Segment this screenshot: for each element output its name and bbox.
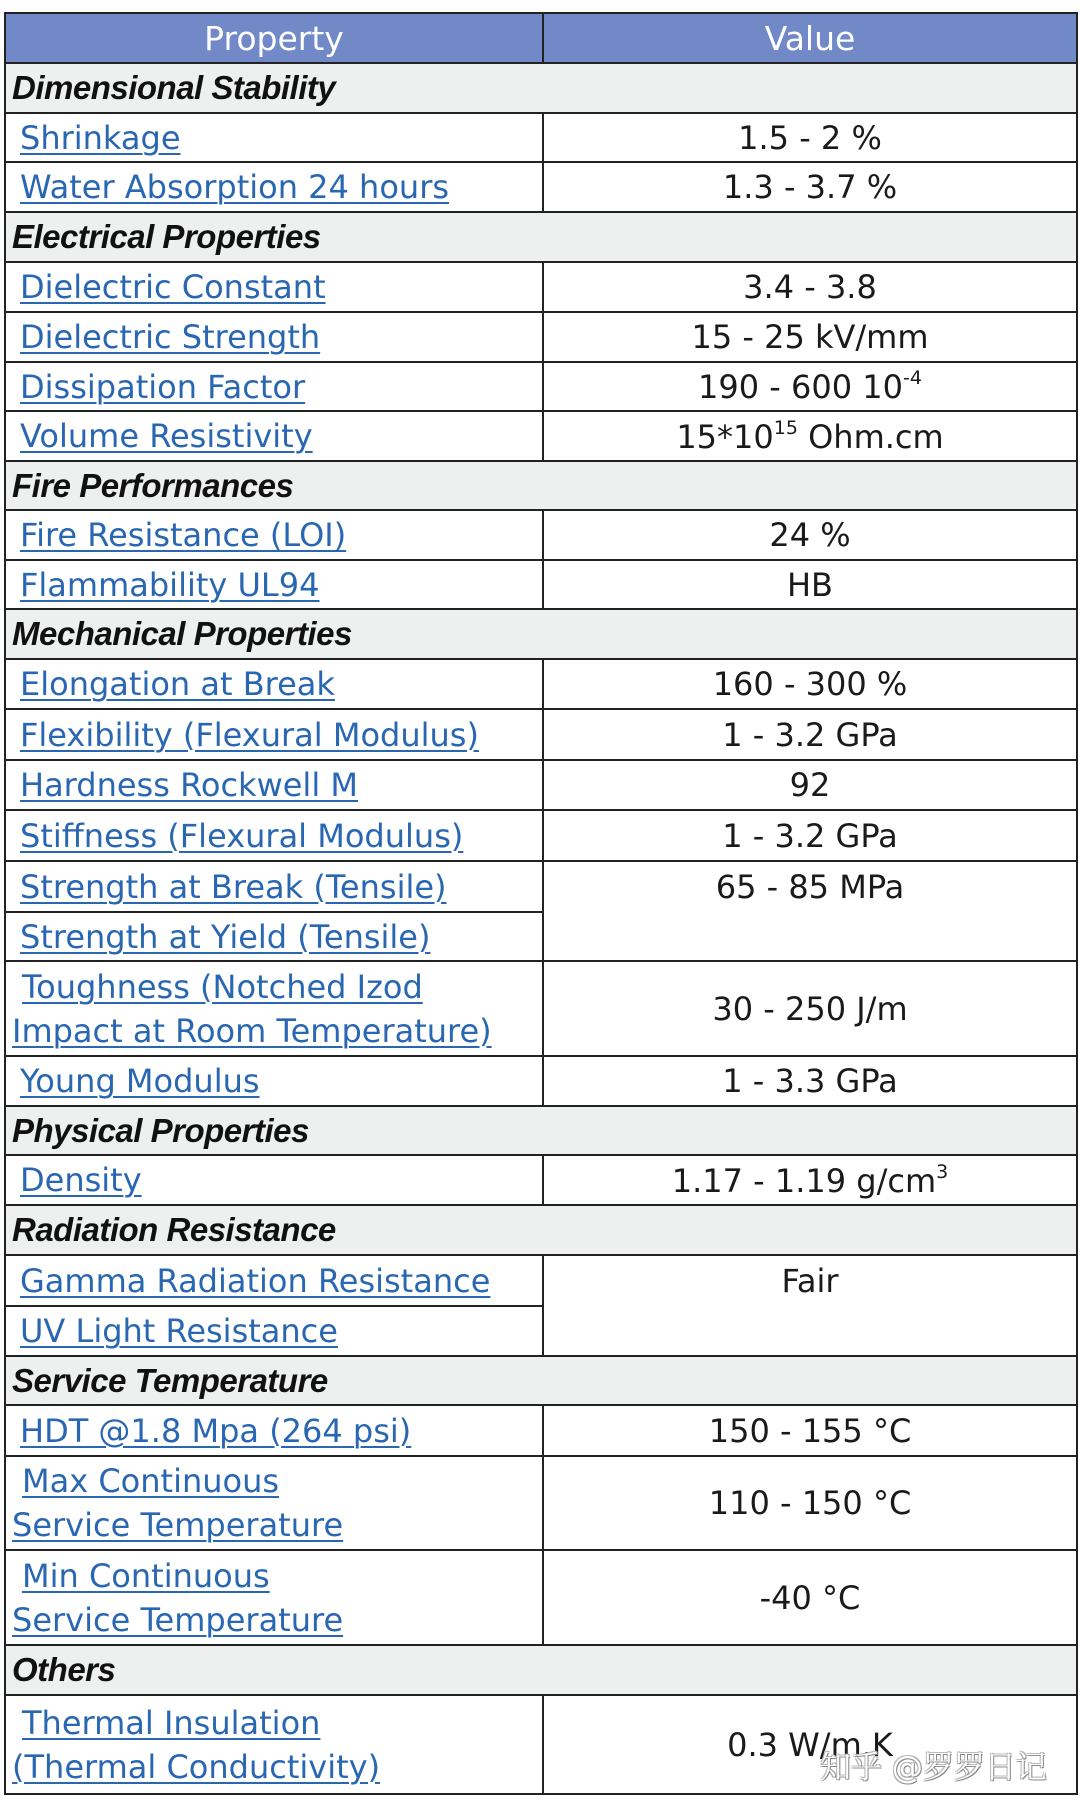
property-link[interactable] [6, 1406, 544, 1457]
value-text: 1 - 3.2 GPa [722, 715, 898, 754]
property-label[interactable]: Elongation at Break [20, 665, 335, 703]
property-label[interactable]: Hardness Rockwell M [20, 766, 358, 804]
column-header-value [544, 14, 1076, 64]
section-title: Others [12, 1651, 116, 1688]
property-label[interactable]: Gamma Radiation Resistance [20, 1261, 491, 1300]
section-header [6, 1107, 1076, 1156]
property-label-line[interactable]: Impact at Room Temperature) [12, 1011, 492, 1050]
property-label-line[interactable]: Max Continuous [22, 1462, 280, 1500]
property-value [544, 511, 1076, 561]
section-title: Mechanical Properties [12, 615, 352, 652]
value-exponent: -4 [902, 367, 922, 389]
property-value [544, 660, 1076, 710]
value-text: 160 - 300 % [712, 665, 908, 703]
property-label[interactable]: Stiffness (Flexural Modulus) [20, 816, 464, 855]
property-value [544, 313, 1076, 363]
property-link[interactable] [6, 811, 544, 862]
property-link[interactable] [6, 1156, 544, 1206]
property-label-line[interactable]: Service Temperature [12, 1600, 344, 1639]
property-label-line[interactable]: Thermal Insulation [22, 1703, 321, 1742]
section-header [6, 213, 1076, 263]
property-value [544, 1551, 1076, 1646]
property-value-merged [544, 862, 1076, 962]
section-title: Service Temperature [12, 1361, 328, 1399]
value-text: 110 - 150 °C [708, 1484, 912, 1522]
property-link[interactable] [6, 862, 544, 913]
property-label-line[interactable]: Min Continuous [22, 1556, 270, 1595]
value-text [698, 367, 922, 406]
section-header [6, 1646, 1076, 1696]
property-label[interactable]: Density [20, 1161, 142, 1199]
value-text: Fair [781, 1262, 839, 1300]
value-exponent: 15 [773, 416, 798, 439]
property-label[interactable]: Dielectric Strength [20, 318, 321, 356]
property-link[interactable] [6, 163, 544, 213]
column-header-label: Property [204, 18, 344, 58]
property-label[interactable]: Fire Resistance (LOI) [20, 516, 347, 554]
property-label[interactable]: Flexibility (Flexural Modulus) [20, 715, 479, 754]
property-value [544, 710, 1076, 761]
property-link[interactable] [6, 710, 544, 761]
value-text: 1 - 3.3 GPa [722, 1062, 898, 1100]
value-text: 65 - 85 MPa [715, 868, 905, 906]
property-value-merged [544, 1256, 1076, 1357]
property-label[interactable]: Dissipation Factor [20, 367, 306, 406]
value-unit: Ohm.cm [797, 417, 944, 456]
property-label[interactable]: Dielectric Constant [20, 268, 326, 306]
property-value [544, 412, 1076, 462]
property-label[interactable]: Strength at Yield (Tensile) [20, 917, 431, 956]
property-link[interactable] [6, 1696, 544, 1793]
property-label[interactable]: Water Absorption 24 hours [20, 168, 450, 206]
property-value [544, 1457, 1076, 1551]
property-value [544, 114, 1076, 163]
section-header [6, 64, 1076, 114]
section-title: Electrical Properties [12, 218, 321, 255]
value-base: 190 - 600 10 [698, 368, 903, 406]
section-header [6, 610, 1076, 660]
property-label[interactable]: HDT @1.8 Mpa (264 psi) [20, 1411, 412, 1450]
value-text: -40 °C [759, 1578, 861, 1617]
property-link[interactable] [6, 363, 544, 412]
property-link[interactable] [6, 962, 544, 1057]
property-link[interactable] [6, 313, 544, 363]
section-header [6, 1357, 1076, 1406]
property-link[interactable] [6, 412, 544, 462]
property-label-line[interactable]: (Thermal Conductivity) [12, 1747, 381, 1786]
property-link[interactable] [6, 761, 544, 811]
property-value [544, 263, 1076, 313]
value-text [672, 1161, 949, 1200]
property-label[interactable]: UV Light Resistance [20, 1312, 338, 1350]
property-link[interactable] [6, 1307, 544, 1357]
property-link[interactable] [6, 263, 544, 313]
value-text: 3.4 - 3.8 [743, 268, 877, 306]
section-header [6, 1206, 1076, 1256]
property-label[interactable]: Young Modulus [20, 1062, 260, 1100]
property-label[interactable]: Volume Resistivity [20, 417, 313, 455]
properties-table [4, 12, 1078, 1795]
value-exponent: 3 [936, 1160, 949, 1183]
column-header-label: Value [764, 18, 856, 58]
property-link[interactable] [6, 1256, 544, 1307]
value-base: 15*10 [676, 417, 774, 456]
value-text: 150 - 155 °C [708, 1411, 912, 1450]
property-label[interactable]: Flammability UL94 [20, 565, 320, 604]
property-value [544, 962, 1076, 1057]
value-text: 24 % [769, 516, 851, 554]
value-text: 1.5 - 2 % [738, 118, 882, 157]
property-link[interactable] [6, 660, 544, 710]
value-base: 1.17 - 1.19 g/cm [671, 1161, 937, 1200]
section-header [6, 462, 1076, 511]
value-text: HB [786, 565, 833, 604]
value-text: 1.3 - 3.7 % [722, 168, 898, 206]
property-label-line[interactable]: Service Temperature [12, 1506, 344, 1544]
value-text: 1 - 3.2 GPa [722, 816, 898, 855]
watermark: 知乎 @罗罗日记 [820, 1750, 1047, 1786]
property-link[interactable] [6, 1457, 544, 1551]
property-link[interactable] [6, 913, 544, 962]
section-title: Dimensional Stability [12, 69, 336, 106]
column-header-property [6, 14, 544, 64]
property-link[interactable] [6, 114, 544, 163]
value-text: 92 [789, 766, 831, 804]
property-link[interactable] [6, 1551, 544, 1646]
property-value [544, 1156, 1076, 1206]
section-title: Physical Properties [12, 1111, 309, 1149]
value-text: 15 - 25 kV/mm [691, 318, 929, 356]
value-text: 30 - 250 J/m [712, 989, 908, 1028]
property-link[interactable] [6, 1057, 544, 1107]
property-value [544, 163, 1076, 213]
section-title: Radiation Resistance [12, 1211, 336, 1248]
property-value [544, 1057, 1076, 1107]
property-value [544, 761, 1076, 811]
property-value [544, 1406, 1076, 1457]
section-title: Fire Performances [12, 466, 294, 504]
property-link[interactable] [6, 511, 544, 561]
property-value [544, 811, 1076, 862]
property-value [544, 363, 1076, 412]
property-link[interactable] [6, 561, 544, 610]
property-label-line[interactable]: Toughness (Notched Izod [22, 967, 423, 1006]
property-value [544, 561, 1076, 610]
value-text: 0.3 W/m.K [727, 1725, 893, 1764]
value-text [676, 417, 943, 456]
property-label[interactable]: Strength at Break (Tensile) [20, 867, 447, 906]
property-label[interactable]: Shrinkage [20, 118, 181, 157]
